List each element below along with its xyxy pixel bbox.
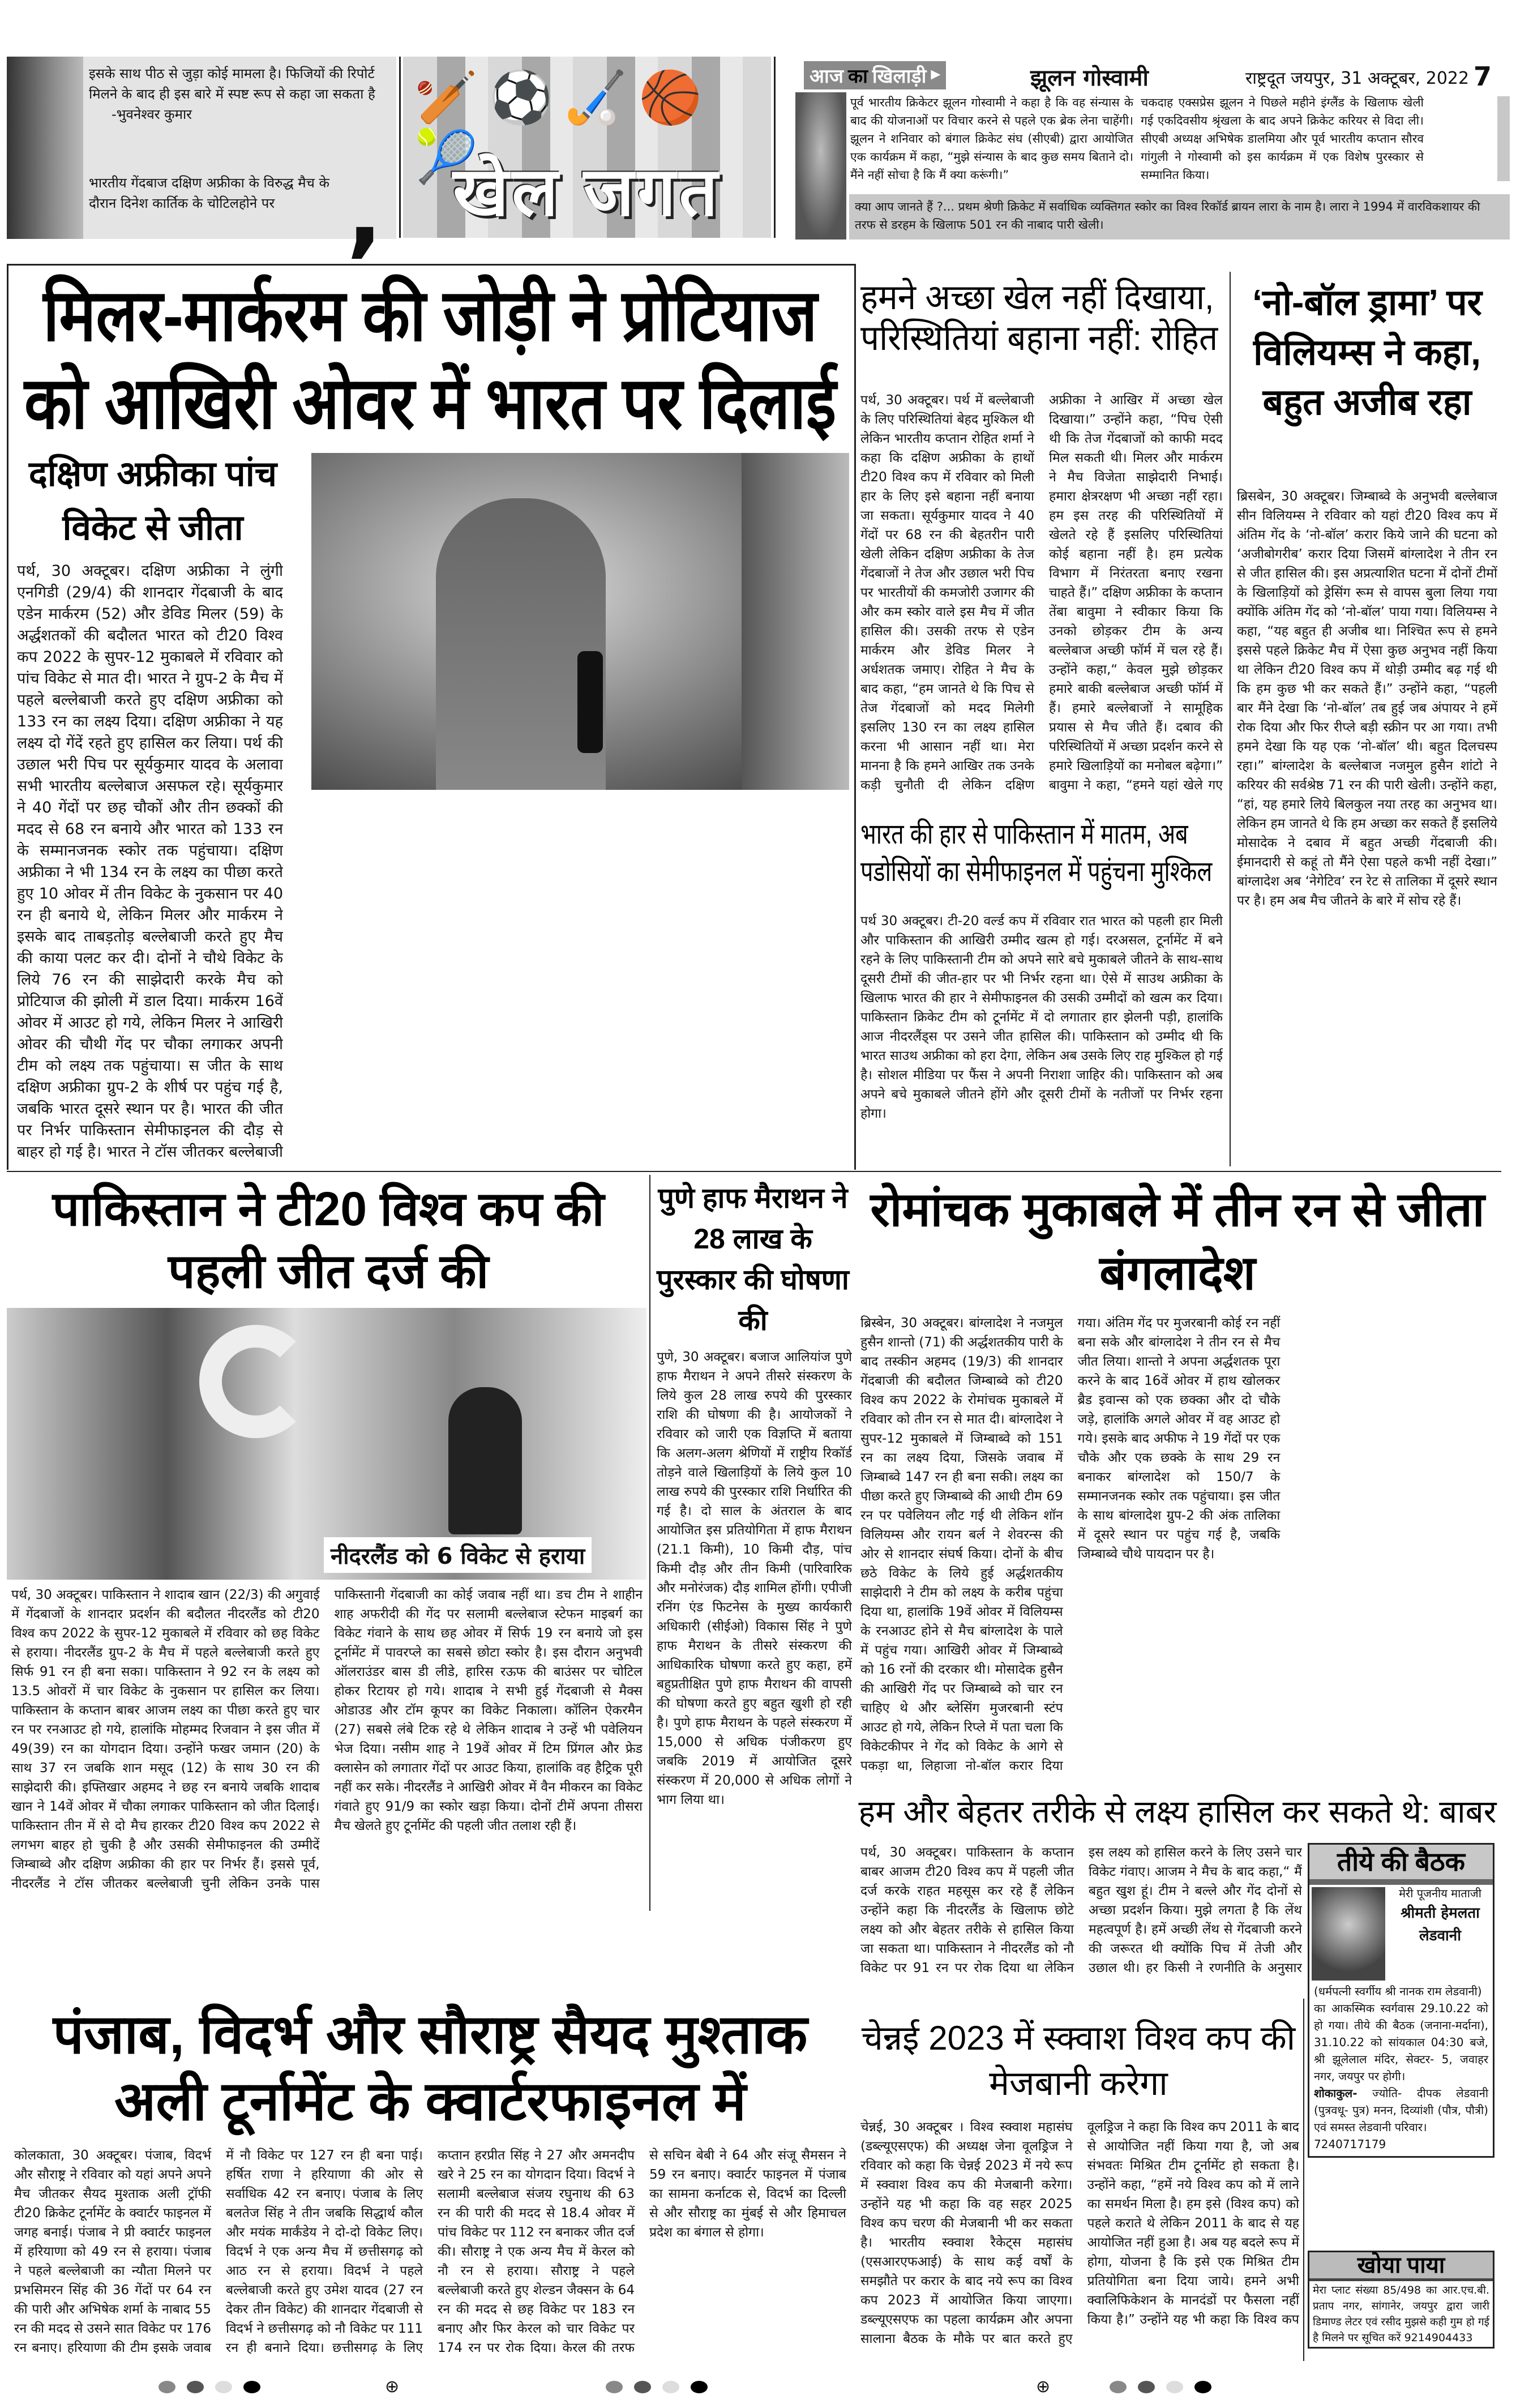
sports-icons: 🏏⚽🏑🏀🎾 [414,68,714,187]
chennai-body: चेन्नई, 30 अक्टूबर । विश्व स्क्वाश महासंघ (डब्ल्यूएसएफ) की अध्यक्ष जेना वूलड्रिज ने रविवार को कहा कि चेन्नई 2023 में नये रूप में स्क्वाश विश्व कप की मेजबानी करेगा। उन्होंने यह भी कहा कि वह सहर 2025 विश्व कप चरण की मेजबानी भी कर सकता है। भारतीय स्क्वाश रैकेट्स महासंघ (एसआरएफआई) के साथ कई वर्षों के समझौते पर करार के बाद नये रूप का विश्व कप 2023 में आयोजित किया जाएगा। डब्ल्यूएसएफ का पहला कार्यक्रम और अपना सालाना बैठक के मौके पर बात करते हुए वूलड्रिज ने कहा कि विश्व कप 2011 के बाद से आयोजित नहीं किया गया है, जो अब संभवतः मिश्रित टीम टूर्नामेंट हो सकता है। उन्होंने कहा, “हमें नये विश्व कप को में लाने का समर्थन मिला है। हम इसे (विश्व कप) को पहले कराते थे लेकिन 2011 के बाद से यह आयोजित नहीं हुआ है। अब यह बदले रूप में होगा, योजना है कि इसे एक मिश्रित टीम प्रतियोगिता बना दिया जाये। हमने अभी क्वालिफिकेशन के मानदंडों पर फैसला नहीं किया है।” उन्होंने यह भी कहा कि विश्व कप [860,2120,1299,2346]
player-of-day-badge: आज का खिलाड़ी ▸ [804,61,946,89]
pak-semis-headline: भारत की हार से पाकिस्तान में मातम, अब पडोसियों का सेमीफाइनल में पहुंचना मुश्किल [860,818,1213,887]
registration-dots-left [159,2381,260,2393]
obituary-relation: (धर्मपत्नी स्वर्गीय श्री नानक राम लेडवानी) [1314,1984,1482,1998]
dateline: राष्ट्रदूत जयपुर, 31 अक्टूबर, 2022 [1245,69,1470,88]
registration-dots-right [1110,2381,1211,2393]
player-text-2: चकदाह एक्सप्रेस झूलन ने पिछले महीने इंग्लैंड के खिलाफ खेली गई एकदिवसीय श्रृंखला के बाद अपने क्रिकेट करियर से विदा ली। सीएबी अध्यक्ष अभिषेक डालमिया और पूर्व भारतीय कप्तान सौरव गांगुली ने गोस्वामी को इस कार्यक्रम में एक विशेष पुरस्कार से सम्मानित किया। [1141,96,1424,182]
crosshair-icon: ⊕ [385,2377,400,2397]
interviewer-figure [742,453,849,790]
obituary-phone: 7240717179 [1314,2137,1386,2151]
masthead [403,57,771,238]
pune-headline: पुणे हाफ मैराथन ने 28 लाख के पुरस्कार की घोषणा की [657,1182,849,1336]
rohit-body: पर्थ, 30 अक्टूबर। पर्थ में बल्लेबाजी के लिए परिस्थितियां बेहद मुश्किल थी लेकिन भारतीय कप्तान रोहित शर्मा ने कहा कि दक्षिण अफ्रीका के हाथों टी20 विश्व कप में रविवार को मिली हार के लिए इसे बहाना नहीं बनाया जा सकता। सूर्यकुमार यादव ने 40 गेंदों पर 68 रन की बेहतरीन पारी खेली लेकिन दक्षिण अफ्रीका के तेज गेंदबाजों ने तेज और उछाल भरी पिच पर भारतीयों की कमजोरी उजागर की और कम स्कोर वाले इस मैच में जीत हासिल की। उसकी तरफ से एडेन मार्करम और डेविड मिलर ने अर्धशतक जमाए। रोहित ने मैच के बाद कहा, “हम जानते थे कि पिच से तेज गेंदबाजों को मदद मिलेगी इसलिए 130 रन का लक्ष्य हासिल करना भी आसान नहीं था। मेरा मानना है कि हमने आखिर तक उनके कड़ी चुनौती दी लेकिन दक्षिण अफ्रीका ने आखिर में अच्छा खेल दिखाया।” उन्होंने कहा, “पिच ऐसी थी कि तेज गेंदबाजों को काफी मदद मिल सकती थी। मिलर और मार्करम ने मैच विजेता साझेदारी निभाई। हमारा क्षेत्ररक्षण भी अच्छा नहीं रहा। हम इस तरह की परिस्थितियों में खेलते रहे हैं इसलिए परिस्थितियां कोई बहाना नहीं है। हम प्रत्येक विभाग में निरंतरता बनाए रखना चाहते हैं।” दक्षिण अफ्रीका के कप्तान तेंबा बावुमा ने स्वीकार किया कि उनको छोड़कर टीम के अन्य बल्लेबाज अच्छी फॉर्म में चल रहे हैं। उन्होंने कहा,“ केवल मुझे छोड़कर हमारे बाकी बल्लेबाज अच्छी फॉर्म में हैं। हमारे बल्लेबाजों ने सामूहिक प्रयास से मैच जीते हैं। दबाव की परिस्थितियों में अच्छा प्रदर्शन करने से हमारे खिलाड़ियों का मनोबल बढ़ेगा।” बावुमा ने कहा, “हमने यहां खेले गए [860,393,1223,793]
obituary-name: श्रीमती हेमलता लेडवानी [1401,1904,1480,1944]
babar-body: पर्थ, 30 अक्टूबर। पाकिस्तान के कप्तान बाबर आजम टी20 विश्व कप में पहली जीत दर्ज करके राहत महसूस कर रहे हैं लेकिन उन्होंने कहा कि नीदरलैंड के खिलाफ छोटे लक्ष्य को और बेहतर तरीके से हासिल किया जा सकता था। पाकिस्तान ने नीदरलैंड को नौ विकेट पर 91 रन पर रोक दिया था लेकिन इस लक्ष्य को हासिल करने के लिए उसने चार विकेट गंवाए। आजम ने मैच के बाद कहा,“ मैं बहुत खुश हूं। टीम ने बल्ले और गेंद दोनों से अच्छा प्रदर्शन किया। मुझे लगता है कि लेंथ महत्वपूर्ण है। हमें अच्छी लेंथ से गेंदबाजी करने की जरूरत थी क्योंकि पिच में तेजी और उछाल थी। हर किसी ने रणनीति के अनुसार [860,1845,1302,1975]
jhulan-photo [795,92,846,239]
quote-text: इसके साथ पीठ से जुड़ा कोई मामला है। फिजियों की रिपोर्ट मिलने के बाद ही इस बारे में स्पष्ट रूप से कहा जा सकता है -भुवनेश्वर कुमार [89,66,375,122]
lead-headline: मिलर-मार्करम की जोड़ी ने प्रोटियाज को आखिरी ओवर में भारत पर दिलाई [24,275,837,444]
pak-semis-body: पर्थ 30 अक्टूबर। टी-20 वर्ल्ड कप में रविवार रात भारत को पहली हार मिली और पाकिस्तान की आखिरी उम्मीद खत्म हो गई। दरअसल, टूर्नामेंट में बने रहने के लिए पाकिस्तानी टीम को अपने सारे बचे मुकाबले जीतने के साथ-साथ दूसरी टीमों की जीत-हार पर भी निर्भर रहना था। ऐसे में साउथ अफ्रीका के खिलाफ भारत की हार ने सेमीफाइनल की उसकी उम्मीदों को खत्म कर दिया। पाकिस्तान क्रिकेट टीम को टूर्नामेंट में दो लगातार हार झेलनी पड़ी, हालांकि आज नीदरलैंड्स पर उसने जीत हासिल की। पाकिस्तान को उम्मीद थी कि भारत साउथ अफ्रीका को हरा देगा, लेकिन अब उसके लिए राह मुश्किल हो गई है। सोशल मीडिया पर फैंस ने अपनी निराशा जाहिर की। पाकिस्तान को अब अपने बचे मुकाबले जीतने होंगे और दूसरी टीमों के नतीजों पर निर्भर रहना होगा। [860,914,1223,1121]
noball-headline: ‘नो-बॉल ड्रामा’ पर विलियम्स ने कहा, बहुत अजीब रहा [1252,282,1482,422]
punjab-body: कोलकाता, 30 अक्टूबर। पंजाब, विदर्भ और सौराष्ट्र ने रविवार को यहां अपने अपने मैच जीतकर सैयद मुश्ताक अली ट्रॉफी टी20 क्रिकेट टूर्नामेंट के क्वार्टर फाइनल में जगह बनाई। पंजाब ने प्री क्वार्टर फाइनल में हरियाणा को 49 रन से हराया। पंजाब ने पहले बल्लेबाजी का न्यौता मिलने पर प्रभसिमरन सिंह की 36 गेंदों पर 64 रन की पारी और अभिषेक शर्मा के नाबाद 55 रन की मदद से उसने सात विकेट पर 176 रन बनाए। हरियाणा की टीम इसके जवाब में नौ विकेट पर 127 रन ही बना पाई। हर्षित राणा ने हरियाणा की ओर से सर्वाधिक 42 रन बनाए। पंजाब के लिए बलतेज सिंह ने तीन जबकि सिद्धार्थ कौल और मयंक मार्कंडेय ने दो-दो विकेट लिए। विदर्भ ने एक अन्य मैच में छत्तीसगढ़ को आठ रन से हराया। विदर्भ ने पहले बल्लेबाजी करते हुए उमेश यादव (27 रन देकर तीन विकेट) की शानदार गेंदबाजी से विदर्भ ने छत्तीसगढ़ को नौ विकेट पर 111 रन ही बनाने दिया। छत्तीसगढ़ के लिए कप्तान हरप्रीत सिंह ने 27 और अमनदीप खरे ने 25 रन का योगदान दिया। विदर्भ ने सलामी बल्लेबाज संजय रघुनाथ की 63 रन की पारी की मदद से 18.4 ओवर में पांच विकेट पर 112 रन बनाकर जीत दर्ज की। सौराष्ट्र ने एक अन्य मैच में केरल को नौ रन से हराया। सौराष्ट्र ने पहले बल्लेबाजी करते हुए शेल्डन जैक्सन के 64 रन की मदद से छह विकेट पर 183 रन बनाए और फिर केरल को चार विकेट पर 174 रन पर रोक दिया। केरल की तरफ से सचिन बेबी ने 64 और संजू सैमसन ने 59 रन बनाए। क्वार्टर फाइनल में पंजाब का सामना कर्नाटक से, विदर्भ का दिल्ली से और सौराष्ट्र का मुंबई से और हिमाचल प्रदेश का बंगाल से होगा। [14,2148,846,2355]
crosshair-icon: ⊕ [1036,2377,1051,2397]
bowler-photo [7,57,83,239]
obituary-photo [1312,1887,1385,1981]
obituary-title: तीये की बैठक [1309,1845,1493,1885]
punjab-headline: पंजाब, विदर्भ और सौराष्ट्र सैयद मुश्ताक अली टूर्नामेंट के क्वार्टरफाइनल में [53,2004,808,2132]
pakistan-headline: पाकिस्तान ने टी20 विश्व कप की पहली जीत दर्ज की [52,1182,605,1298]
lead-body-cont [311,795,849,1161]
obituary-intro: मेरी पूजनीय माताजी [1399,1886,1481,1900]
babar-headline: हम और बेहतर तरीके से लक्ष्य हासिल कर सकते थे: बाबर [858,1794,1497,1829]
lost-found-text: मेरा प्लाट संख्या 85/498 का आर.एच.बी. प्रताप नगर, सांगानेर, जयपुर द्वारा जारी डिमाण्ड लेटर एवं रसीद मुझसे कही गुम हो गई है मिलने पर सूचित करें 9214904433 [1313,2284,1489,2344]
player-name: झूलन गोस्वामी [1030,65,1149,91]
pakistan-body: पर्थ, 30 अक्टूबर। पाकिस्तान ने शादाब खान (22/3) की अगुवाई में गेंदबाजों के शानदार प्रदर्शन की बदौलत नीदरलैंड को टी20 विश्व कप 2022 के सुपर-12 मुकाबले में रविवार को छह विकेट से हराया। नीदरलैंड ग्रुप-2 के मैच में पहले बल्लेबाजी करते हुए सिर्फ 91 रन ही बना सका। पाकिस्तान ने 92 रन के लक्ष्य को 13.5 ओवरों में चार विकेट के नुकसान पर हासिल कर लिया। पाकिस्तान के कप्तान बाबर आजम लक्ष्य का पीछा करते हुए चार रन पर रनआउट हो गये, हालांकि मोहम्मद रिजवान ने इस जीत में 49(39) रन का योगदान दिया। उन्होंने फखर जमान (20) के साथ 37 रन जबकि शान मसूद (12) के साथ 30 रन की साझेदारी की। इफ्तिखार अहमद ने छह रन बनाये जबकि शादाब खान ने 14वें ओवर में चौका लगाकर पाकिस्तान को जीत दिलाई। पाकिस्तान तीन में से दो मैच हारकर टी20 विश्व कप 2022 से लगभग बाहर हो चुकी है और उसकी सेमीफाइनल की उम्मीदें जिम्बाब्वे और दक्षिण अफ्रीका की हार पर निर्भर हैं। इससे पूर्व, नीदरलैंड ने टॉस जीतकर बल्लेबाजी चुनी लेकिन उनके पास पाकिस्तानी गेंदबाजी का कोई जवाब नहीं था। डच टीम ने शाहीन शाह अफरीदी की गेंद पर सलामी बल्लेबाज स्टेफन माइबर्ग का विकेट गंवाने के साथ छह ओवर में सिर्फ 19 रन बनाये जो इस टूर्नामेंट में पावरप्ले का सबसे छोटा स्कोर है। इस दौरान अनुभवी ऑलराउंडर बास डी लीडे, हारिस रऊफ की बाउंसर पर चोटिल होकर रिटायर हो गये। शादाब ने सभी हुई गेंदबाजी से मैक्स ओडाउड और टॉम कूपर का विकेट निकाला। कॉलिन ऐकरमैन (27) सबसे लंबे टिक रहे थे लेकिन शादाब ने उन्हें भी पवेलियन भेज दिया। नसीम शाह ने 19वें ओवर में टिम प्रिंगल और फ्रेड क्लासेन को लगातार गेंदों पर आउट किया, हालांकि वह हैट्रिक पूरी नहीं कर सके। नीदरलैंड ने आखिरी ओवर में वैन मीकरन का विकेट गंवाते हुए 91/9 का स्कोर खड़ा किया। दोनों टीमें अपना तीसरा मैच खेलते हुए टूर्नामेंट की पहली जीत तलाश रही हैं। [11,1588,643,1891]
obituary-box [1308,1843,1494,2158]
photo-caption: नीदरलैंड को 6 विकेट से हराया [324,1537,592,1573]
arrow-icon: ▸ [931,62,941,85]
microphone-icon [577,651,603,753]
batsman-figure [448,1387,522,1534]
noball-body: ब्रिसबेन, 30 अक्टूबर। जिम्बाब्वे के अनुभवी बल्लेबाज सीन विलियम्स ने रविवार को यहां टी20 विश्व कप में अंतिम गेंद के ‘नो-बॉल’ करार किये जाने की घटना को ‘अजीबोगरीब’ करार दिया जिसमें बांग्लादेश ने तीन रन से जीत हासिल की। इस अप्रत्याशित घटना में दोनों टीमों के खिलाड़ियों को ड्रेसिंग रूम से वापस बुला लिया गया क्योंकि अंतिम गेंद को ‘नो-बॉल’ पाया गया। विलियम्स ने कहा, “यह बहुत ही अजीब था। निश्चित रूप से हमने इससे पहले क्रिकेट मैच में ऐसा कुछ अनुभव नहीं किया था लेकिन टी20 विश्व कप में थोड़ी उम्मीद बढ़ गई थी कि हम कुछ भी कर सकते हैं।” उन्होंने कहा, “पहली बार मैंने देखा कि ‘नो-बॉल’ तब हुई जब अंपायर ने हमें रोक दिया और फिर रीप्ले बड़ी स्क्रीन पर आ गया। तभी हमने देखा कि यह एक ‘नो-बॉल’ थी। बहुत दिलचस्प रहा।” बांग्लादेश के बल्लेबाज नजमुल हुसैन शांटो ने करियर की सर्वश्रेष्ठ 71 रन की पारी खेली। उन्होंने कहा, “हां, यह हमारे लिये बिलकुल नया तरह का अनुभव था। लेकिन हम जानते थे कि हम अच्छा कर सकते हैं इसलिये मोसादेक ने दबाव में बहुत अच्छी गेंदबाजी की। ईमानदारी से कहूं तो मैंने ऐसा पहले कभी नहीं देखा।” बांग्लादेश अब ‘नेगेटिव’ रन रेट से तालिका में दूसरे स्थान पर है। हम अब मैच जीतने के बारे में सोच रहे हैं। [1237,489,1497,908]
rohit-interview-photo [311,453,849,790]
page-number: 7 [1474,61,1492,92]
masthead-title: खेल जगत [453,154,721,230]
player-text-1: पूर्व भारतीय क्रिकेटर झूलन गोस्वामी ने कहा है कि वह संन्यास के बाद की योजनाओं पर विचार करने से पहले एक ब्रेक लेना चाहेंगी। झूलन ने शनिवार को बंगाल क्रिकेट संघ (सीएबी) द्वारा आयोजित एक कार्यक्रम में कहा, “मुझे संन्यास के बाद कुछ समय बिताने दो। मैंने नहीं सोचा है कि मैं क्या करूंगी।” [850,96,1133,182]
pune-body: पुणे, 30 अक्टूबर। बजाज आलियांज पुणे हाफ मैराथन ने अपने तीसरे संस्करण के लिये कुल 28 लाख रुपये की पुरस्कार राशि की घोषणा की है। आयोजकों ने रविवार को जारी एक विज्ञप्ति में बताया कि अलग-अलग श्रेणियों में राष्ट्रीय रिकॉर्ड तोड़ने वाले खिलाड़ियों के लिये कुल 10 लाख रुपये की पुरस्कार राशि निर्धारित की गई है। दो साल के अंतराल के बाद आयोजित इस प्रतियोगिता में हाफ मैराथन (21.1 किमी), 10 किमी दौड़, पांच किमी दौड़ और तीन किमी (पारिवारिक और मनोरंजक) दौड़ शामिल होंगी। एपीजी रनिंग एंड फिटनेस के मुख्य कार्यकारी अधिकारी (सीईओ) विकास सिंह ने पुणे हाफ मैराथन के तीसरे संस्करण की आधिकारिक घोषणा करते हुए कहा, हमें बहुप्रतीक्षित पुणे हाफ मैराथन की वापसी की घोषणा करते हुए बहुत खुशी हो रही है। पुणे हाफ मैराथन के पहले संस्करण में 15,000 से अधिक पंजीकरण हुए जबकि 2019 में आयोजित दूसरे संस्करण में 20,000 से अधिक लोगों ने भाग लिया था। [657,1350,852,1807]
did-you-know: क्या आप जानते हैं ?... प्रथम श्रेणी क्रिकेट में सर्वाधिक व्यक्तिगत स्कोर का विश्व रिकॉर्ड ब्रायन लारा के नाम है। लारा ने 1994 में वारविकशायर की तरफ से डरहम के खिलाफ 501 रन की नाबाद पारी खेली। [855,200,1480,232]
pakistan-batsman-photo [7,1308,646,1580]
header-quote-box [7,57,396,268]
quote-mark-icon: , [346,156,383,268]
obituary-text: का आकस्मिक स्वर्गवास 29.10.22 को हो गया। तीये की बैठक (जनाना-मर्दाना), 31.10.22 को सांयकाल 04:30 बजे, श्री झूलेलाल मंदिर, सेक्टर- 5, जवाहर नगर, जयपुर पर होगी। [1314,2001,1488,2083]
obituary-mourners: ज्योति- दीपक लेडवानी (पुत्रवधू- पुत्र) मनन, दिव्यांशी (पौत्र, पौत्री) एवं समस्त लेडवानी परिवार। [1314,2086,1489,2134]
lead-subhead: दक्षिण अफ्रीका पांच विकेट से जीता [28,455,277,548]
rohit-headline: हमने अच्छा खेल नहीं दिखाया, परिस्थितियां बहाना नहीं: रोहित [860,278,1218,358]
obituary-mourners-label: शोकाकुल- [1314,2086,1357,2100]
flag-crescent [199,1325,312,1438]
lost-found-box [1308,2251,1494,2349]
bangladesh-body: ब्रिस्बेन, 30 अक्टूबर। बांग्लादेश ने नजमुल हुसैन शान्तो (71) की अर्द्धशतकीय पारी के बाद तस्कीन अहमद (19/3) की शानदार गेंदबाजी की बदौलत जिम्बाब्वे को टी20 विश्व कप 2022 के रोमांचक मुकाबले में रविवार को तीन रन से मात दी। बांग्लादेश ने सुपर-12 मुकाबले में जिम्बाब्वे को 151 रन का लक्ष्य दिया, जिसके जवाब में जिम्बाब्वे 147 रन ही बना सकी। लक्ष्य का पीछा करते हुए जिम्बाब्वे की आधी टीम 69 रन पर पवेलियन लौट गई थी लेकिन शॉन विलियम्स और रायन बर्ल ने शेवरन्स की ओर से शानदार संघर्ष किया। दोनों के बीच छठे विकेट के लिये हुई अर्द्धशतकीय साझेदारी ने टीम को लक्ष्य के करीब पहुंचा दिया था, हालांकि 19वें ओवर में विलियम्स के रनआउट होने से मैच बांग्लादेश के पाले में पहुंच गया। आखिरी ओवर में जिम्बाब्वे को 16 रनों की दरकार थी। मोसादेक हुसैन की आखिरी गेंद पर जिम्बाब्वे को चार रन चाहिए थे और ब्लेसिंग मुजरबानी स्टंप आउट हो गये, लेकिन रिप्ले में पता चला कि विकेटकीपर ने गेंद को विकेट के आगे से पकड़ा था, लिहाजा नो-बॉल करार दिया गया। अंतिम गेंद पर मुजरबानी कोई रन नहीं बना सके और बांग्लादेश ने तीन रन से मैच जीत लिया। शान्तो ने अपना अर्द्धशतक पूरा करने के बाद 16वें ओवर में हाथ खोलकर ब्रैड इवान्स को एक छक्का और दो चौके जड़े, हालांकि अगले ओवर में वह आउट हो गये। इसके बाद अफीफ ने 19 गेंदों पर एक चौके और एक छक्के के साथ 29 रन बनाकर बांग्लादेश को 150/7 के सम्मानजनक स्कोर तक पहुंचाया। इस जीत के साथ बांग्लादेश ग्रुप-2 की अंक तालिका में दूसरे स्थान पर पहुंच गई है, जबकि जिम्बाब्वे चौथे पायदान पर है। [860,1316,1281,1773]
right-edge-bar [1497,96,1510,181]
quote-author: -भुवनेश्वर कुमार [112,106,192,122]
lead-body: पर्थ, 30 अक्टूबर। दक्षिण अफ्रीका ने लुंगी एनगिडी (29/4) की शानदार गेंदबाजी के बाद एडेन मार्करम (52) और डेविड मिलर (59) के अर्द्धशतकों की बदौलत भारत को टी20 विश्व कप 2022 के सुपर-12 मुकाबले में रविवार को पांच विकेट से मात दी। भारत ने ग्रुप-2 के मैच में पहले बल्लेबाजी करते हुए दक्षिण अफ्रीका को 133 रन का लक्ष्य दिया। दक्षिण अफ्रीका ने यह लक्ष्य दो गेंदें रहते हुए हासिल कर लिया। पर्थ की उछाल भरी पिच पर सूर्यकुमार यादव के अलावा सभी भारतीय बल्लेबाज असफल रहे। सूर्यकुमार ने 40 गेंदों पर छह चौकों और तीन छक्कों की मदद से 68 रन बनाये और भारत को 133 रन के सम्मानजनक स्कोर तक पहुंचाया। दक्षिण अफ्रीका ने भी 134 रन के लक्ष्य का पीछा करते हुए 10 ओवर में तीन विकेट के नुकसान पर 40 रन ही बनाये थे, लेकिन मिलर और मार्करम ने इसके बाद ताबड़तोड़ बल्लेबाजी करते हुए मैच की काया पलट कर दी। दोनों ने चौथे विकेट के लिये 76 रन की साझेदारी करके मैच को प्रोटियाज की झोली में डाल दिया। मार्करम 16वें ओवर में आउट हो गये, लेकिन मिलर ने आखिरी ओवर की चौथी गेंद पर चौका लगाकर अपनी टीम को लक्ष्य तक पहुंचाया। स जीत के साथ दक्षिण अफ्रीका ग्रुप-2 के शीर्ष पर पहुंच गई है, जबकि भारत दूसरे स्थान पर है। भारत की जीत पर निर्भर पाकिस्तान सेमीफाइनल की दौड़ से बाहर हो गई है। भारत ने टॉस जीतकर बल्लेबाजी [17,562,283,1161]
quote-caption: भारतीय गेंदबाज दक्षिण अफ्रीका के विरुद्ध मैच के दौरान दिनेश कार्तिक के चोटिलहोने पर [89,175,329,211]
registration-dots-mid [606,2381,708,2393]
lost-found-title: खोया पाया [1309,2252,1493,2281]
chennai-headline: चेन्नई 2023 में स्क्वाश विश्व कप की मेजबानी करेगा [861,2019,1296,2102]
bangladesh-headline: रोमांचक मुकाबले में तीन रन से जीता बंगलादेश [870,1183,1485,1299]
